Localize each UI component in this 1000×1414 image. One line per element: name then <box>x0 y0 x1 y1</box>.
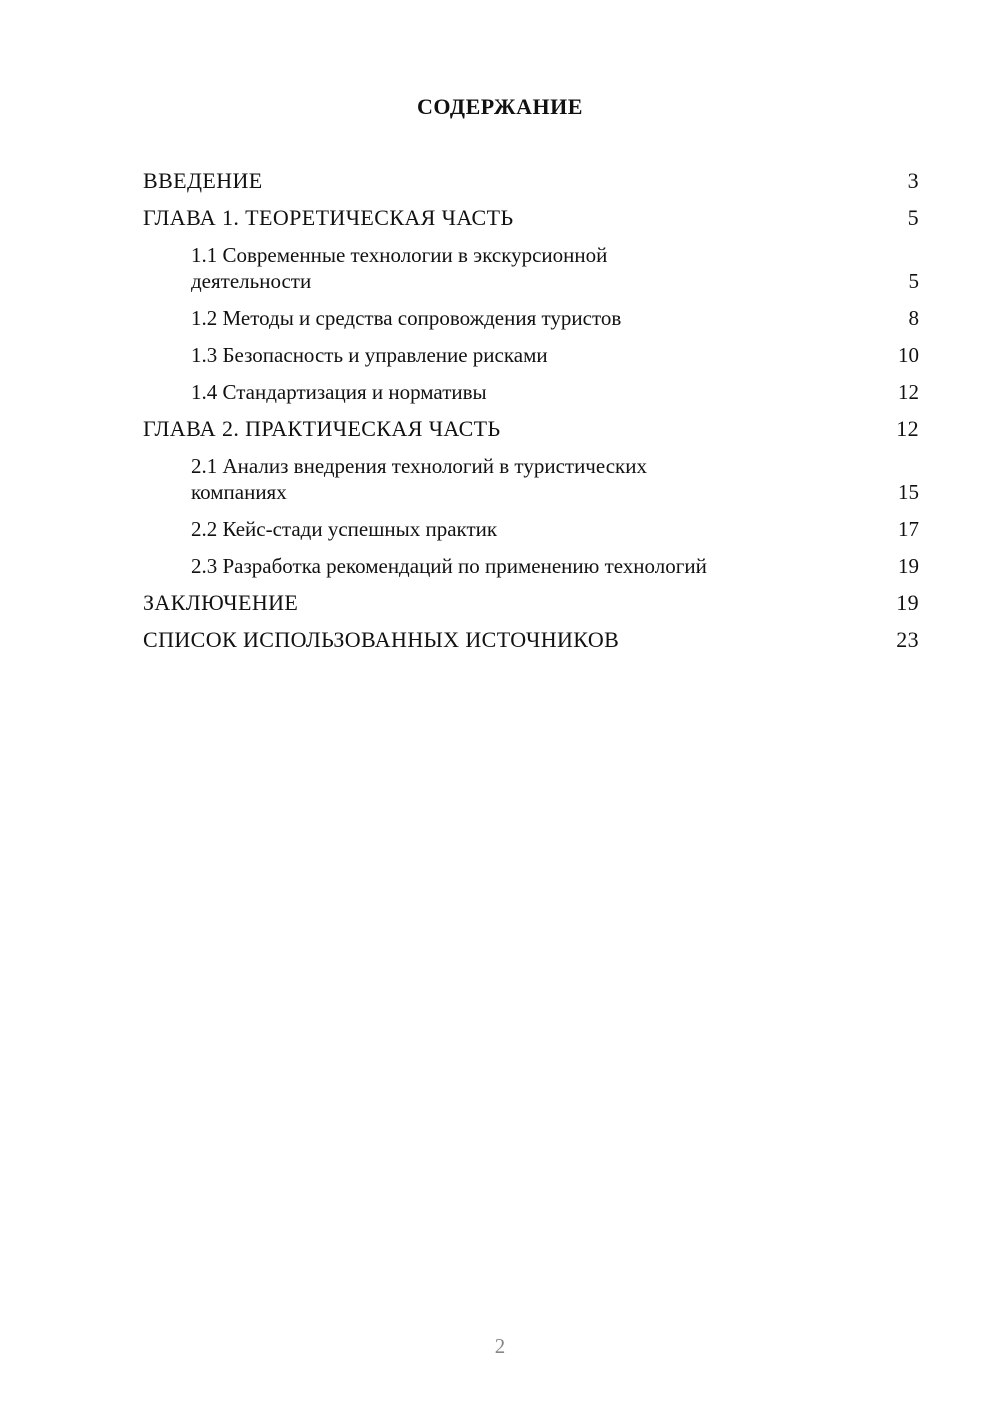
toc-entry-introduction[interactable] <box>143 168 919 194</box>
toc-entry-text: 1.3 Безопасность и управление рисками <box>191 343 548 367</box>
toc-entry-page: 5 <box>908 269 919 293</box>
toc-entry-references[interactable] <box>143 627 919 653</box>
toc-entry-text: 1.4 Стандартизация и нормативы <box>191 380 487 404</box>
table-of-contents <box>143 168 919 664</box>
toc-entry-page: 15 <box>898 480 919 504</box>
toc-entry-text: 1.2 Методы и средства сопровождения туристов <box>191 306 622 330</box>
page-number: 2 <box>494 1334 506 1358</box>
toc-entry-page: 8 <box>908 306 919 330</box>
toc-entry-1-4[interactable] <box>191 379 919 405</box>
toc-entry-conclusion[interactable] <box>143 590 919 616</box>
toc-entry-chapter-1[interactable] <box>143 205 919 231</box>
toc-entry-page: 10 <box>898 343 919 367</box>
toc-entry-1-3[interactable] <box>191 342 919 368</box>
toc-entry-1-1[interactable] <box>191 242 919 294</box>
toc-entry-2-1[interactable] <box>191 453 919 505</box>
toc-entry-chapter-2[interactable] <box>143 416 919 442</box>
toc-entry-page: 3 <box>907 168 919 193</box>
toc-entry-page: 12 <box>896 416 919 441</box>
toc-entry-page: 17 <box>898 517 919 541</box>
toc-entry-text: 2.3 Разработка рекомендаций по применению технологий <box>191 554 707 578</box>
toc-entry-2-2[interactable] <box>191 516 919 542</box>
toc-entry-page: 23 <box>896 627 919 652</box>
toc-entry-1-2[interactable] <box>191 305 919 331</box>
toc-entry-2-3[interactable] <box>191 553 919 579</box>
toc-entry-text: ГЛАВА 1. ТЕОРЕТИЧЕСКАЯ ЧАСТЬ <box>143 205 514 230</box>
toc-entry-page: 19 <box>896 590 919 615</box>
toc-entry-text: 2.2 Кейс-стади успешных практик <box>191 517 498 541</box>
toc-entry-text: ВВЕДЕНИЕ <box>143 168 263 193</box>
toc-title: СОДЕРЖАНИЕ <box>417 94 583 119</box>
toc-entry-text: СПИСОК ИСПОЛЬЗОВАННЫХ ИСТОЧНИКОВ <box>143 627 620 652</box>
toc-entry-text: ЗАКЛЮЧЕНИЕ <box>143 590 299 615</box>
toc-entry-page: 5 <box>907 205 919 230</box>
toc-entry-page: 12 <box>898 380 919 404</box>
toc-entry-text: ГЛАВА 2. ПРАКТИЧЕСКАЯ ЧАСТЬ <box>143 416 501 441</box>
toc-entry-text: 2.1 Анализ внедрения технологий в туристических компаниях <box>191 454 647 504</box>
toc-entry-page: 19 <box>898 554 919 578</box>
toc-entry-text: 1.1 Современные технологии в экскурсионной деятельности <box>191 243 608 293</box>
